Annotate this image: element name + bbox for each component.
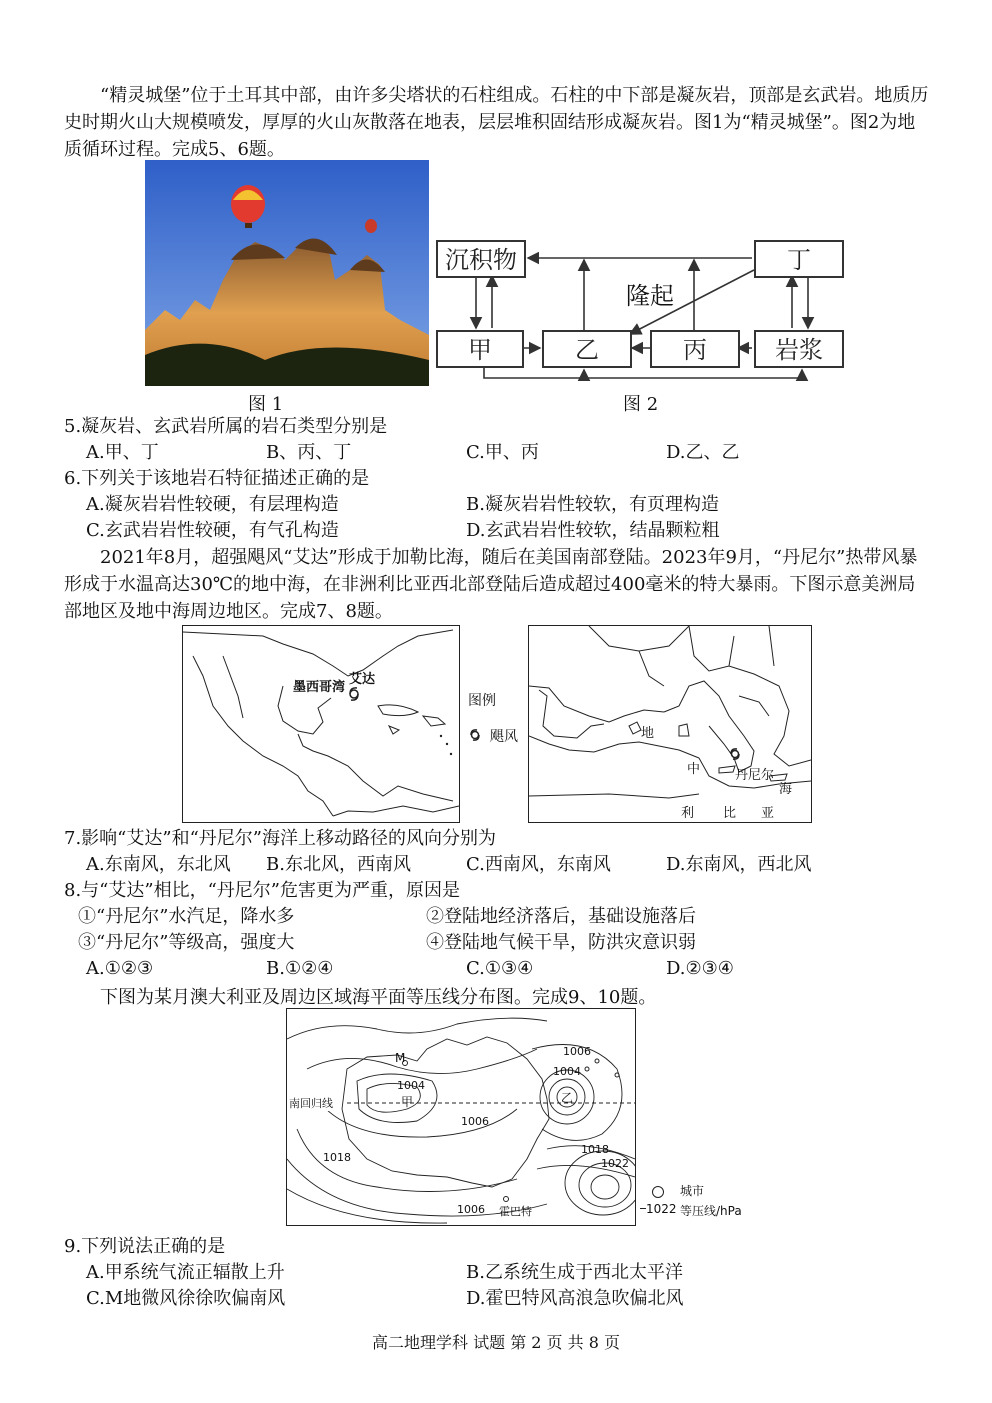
map3-label-yi: 乙 (561, 1091, 574, 1105)
q8-statement-1: ①“丹尼尔”水汽足，降水多 (78, 906, 295, 927)
question-7-stem: 7.影响“艾达”和“丹尼尔”海洋上移动路径的风向分别为 (64, 828, 496, 849)
magma-box: 岩浆 (754, 330, 844, 368)
q7-option-a: A.东南风，东北风 (86, 854, 231, 875)
q6-option-d: D.玄武岩岩性较软，结晶颗粒粗 (466, 520, 720, 541)
map3-isobar-1004-a: 1004 (397, 1079, 425, 1092)
americas-map (182, 625, 460, 823)
fairy-chimneys-photo (145, 160, 429, 386)
q7-option-c: C.西南风，东南风 (466, 854, 611, 875)
yi-box: 乙 (542, 330, 632, 368)
city-legend-label: 城市 (680, 1184, 705, 1198)
map3-label-jia: 甲 (401, 1095, 414, 1109)
question-6-stem: 6.下列关于该地岩石特征描述正确的是 (64, 468, 370, 489)
q9-option-c: C.M地微风徐徐吹偏南风 (86, 1288, 286, 1309)
q5-option-c: C.甲、丙 (466, 442, 539, 463)
map3-isobar-1018-a: 1018 (323, 1151, 351, 1164)
q7-option-b: B.东北风，西南风 (266, 854, 411, 875)
map3-isobar-1004-b: 1004 (553, 1065, 581, 1078)
uplift-label: 隆起 (626, 282, 674, 310)
passage-2: 2021年8月，超强飓风“艾达”形成于加勒比海，随后在美国南部登陆。2023年9月，“丹尼尔”热带风暴形成于水温高达30℃的地中海，在非洲利比亚西北部登陆后造成超过400毫米的特大暴雨。下图示意美洲局部地区及地中海周边地区。完成7、8题。 (64, 547, 918, 622)
figure-2-caption: 图 2 (623, 394, 659, 415)
jia-box: 甲 (436, 330, 524, 368)
isobar-legend-value: 1022 (646, 1202, 677, 1216)
map3-isobar-1022: 1022 (601, 1157, 629, 1170)
page-footer: 高二地理学科 试题 第 2 页 共 8 页 (372, 1333, 620, 1352)
q8-option-d: D.②③④ (666, 958, 734, 979)
legend-hurricane-icon (468, 727, 482, 741)
gulf-of-mexico-label: 墨西哥湾 (293, 680, 346, 695)
q9-option-d: D.霍巴特风高浪急吹偏北风 (466, 1288, 684, 1309)
city-legend-icon (652, 1186, 664, 1198)
q7-option-d: D.东南风，西北风 (666, 854, 812, 875)
q9-option-a: A.甲系统气流正辐散上升 (86, 1262, 285, 1283)
q8-option-c: C.①③④ (466, 958, 534, 979)
map3-isobar-1018-b: 1018 (581, 1143, 609, 1156)
tropic-of-capricorn-label: 南回归线 (289, 1097, 333, 1110)
q5-option-b: B、丙、丁 (266, 442, 352, 463)
q8-statement-2: ②登陆地经济落后，基础设施落后 (426, 906, 696, 927)
ida-hurricane-icon (350, 688, 358, 700)
map3-label-m: M (395, 1051, 406, 1065)
libya-label-li: 利 (681, 806, 695, 821)
mediterranean-map (528, 625, 812, 823)
rock-cycle-diagram (436, 238, 844, 384)
question-8-stem: 8.与“艾达”相比，“丹尼尔”危害更为严重，原因是 (64, 880, 460, 901)
map3-isobar-1006-c: 1006 (457, 1203, 485, 1216)
q8-statement-4: ④登陆地气候干旱，防洪灾意识弱 (426, 932, 696, 953)
passage-1: “精灵城堡”位于土耳其中部，由许多尖塔状的石柱组成。石柱的中下部是凝灰岩，顶部是玄武岩。地质历史时期火山大规模喷发，厚厚的火山灰散落在地表，层层堆积固结形成凝灰岩。图1为“精灵城堡”。图2为地质循环过程。完成5、6题。 (64, 85, 929, 160)
q8-statement-3: ③“丹尼尔”等级高，强度大 (78, 932, 295, 953)
legend-hurricane-label: 飓风 (490, 729, 518, 745)
passage-3: 下图为某月澳大利亚及周边区域海平面等压线分布图。完成9、10题。 (100, 987, 657, 1008)
q8-option-b: B.①②④ (266, 958, 334, 979)
map3-isobar-1006-a: 1006 (563, 1045, 591, 1058)
legend-title: 图例 (468, 693, 496, 709)
med-label-di: 地 (641, 726, 655, 741)
libya-label-ya: 亚 (761, 806, 775, 821)
figure-1-caption: 图 1 (248, 394, 284, 415)
australia-isobar-map (286, 1008, 636, 1226)
daniel-storm-icon (731, 749, 739, 759)
med-label-zhong: 中 (687, 762, 701, 777)
q5-option-a: A.甲、丁 (86, 442, 159, 463)
ida-label: 艾达 (349, 672, 376, 687)
ding-box: 丁 (754, 240, 844, 278)
q8-option-a: A.①②③ (86, 958, 154, 979)
med-label-hai: 海 (779, 782, 793, 797)
q9-option-b: B.乙系统生成于西北太平洋 (466, 1262, 683, 1283)
sediment-box: 沉积物 (436, 240, 526, 278)
isobar-legend-label: 等压线/hPa (680, 1204, 742, 1218)
q6-option-c: C.玄武岩岩性较硬，有气孔构造 (86, 520, 339, 541)
daniel-label: 丹尼尔 (735, 768, 775, 783)
question-5-stem: 5.凝灰岩、玄武岩所属的岩石类型分别是 (64, 416, 388, 437)
libya-label-bi: 比 (723, 806, 737, 821)
q6-option-a: A.凝灰岩岩性较硬，有层理构造 (86, 494, 339, 515)
q5-option-d: D.乙、乙 (666, 442, 740, 463)
bing-box: 丙 (650, 330, 740, 368)
q6-option-b: B.凝灰岩岩性较软，有页理构造 (466, 494, 719, 515)
map3-isobar-1006-b: 1006 (461, 1115, 489, 1128)
question-9-stem: 9.下列说法正确的是 (64, 1236, 226, 1257)
hobart-label: 霍巴特 (499, 1205, 532, 1218)
